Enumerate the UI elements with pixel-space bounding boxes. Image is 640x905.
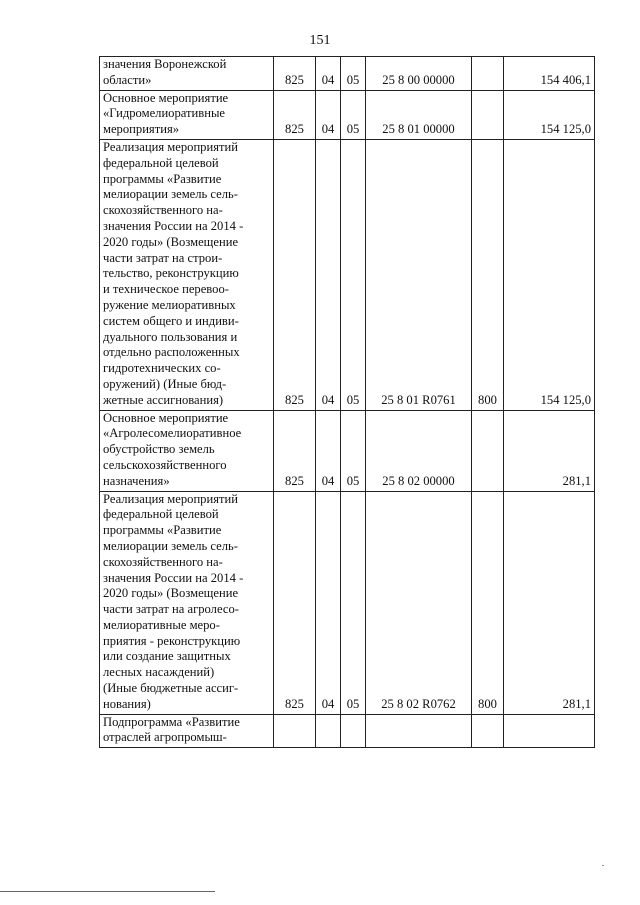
cell-subsection-code: 05 [341,57,366,91]
cell-section-code: 04 [316,491,341,714]
cell-expense-type: 800 [472,139,504,410]
cell-amount [504,714,595,748]
cell-ministry-code: 825 [274,57,316,91]
cell-amount: 281,1 [504,410,595,491]
cell-target-article: 25 8 00 00000 [366,57,472,91]
cell-amount: 281,1 [504,491,595,714]
cell-ministry-code: 825 [274,90,316,139]
cell-subsection-code: 05 [341,491,366,714]
table-row [100,90,595,139]
cell-name: значения Воронежской области» [100,57,274,91]
scan-speck [602,865,604,866]
cell-target-article: 25 8 01 R0761 [366,139,472,410]
cell-target-article [366,714,472,748]
cell-expense-type [472,57,504,91]
cell-amount: 154 125,0 [504,90,595,139]
table-row [100,410,595,491]
cell-section-code: 04 [316,57,341,91]
budget-table-body [100,57,595,748]
budget-table [99,56,595,748]
table-row [100,491,595,714]
cell-subsection-code: 05 [341,139,366,410]
cell-name: Подпрограмма «Развитие отраслей агропромыш- [100,714,274,748]
cell-amount: 154 406,1 [504,57,595,91]
cell-ministry-code [274,714,316,748]
cell-target-article: 25 8 02 R0762 [366,491,472,714]
cell-section-code: 04 [316,410,341,491]
cell-section-code: 04 [316,90,341,139]
cell-expense-type [472,410,504,491]
cell-subsection-code: 05 [341,90,366,139]
table-row [100,139,595,410]
cell-ministry-code: 825 [274,410,316,491]
cell-expense-type: 800 [472,491,504,714]
cell-expense-type [472,90,504,139]
table-row [100,714,595,748]
cell-amount: 154 125,0 [504,139,595,410]
cell-ministry-code: 825 [274,491,316,714]
cell-subsection-code [341,714,366,748]
cell-subsection-code: 05 [341,410,366,491]
cell-name: Основное мероприятие «Гидромелиоративные мероприятия» [100,90,274,139]
cell-section-code: 04 [316,139,341,410]
cell-name: Реализация мероприятий федеральной целевой программы «Развитие мелиорации земель сель- скохозяйственного на- значения России на 2014 - 2020 годы» (Возмещение части затрат на агролесо- мелиоративные меро- приятия - реконструкцию или создание защитных лесных насаждений) (Иные бюджетные ассиг- нования) [100,491,274,714]
cell-section-code [316,714,341,748]
footer-rule [0,891,215,892]
cell-ministry-code: 825 [274,139,316,410]
cell-name: Основное мероприятие «Агролесомелиоративное обустройство земель сельскохозяйственного назначения» [100,410,274,491]
cell-name: Реализация мероприятий федеральной целевой программы «Развитие мелиорации земель сель- скохозяйственного на- значения России на 2014 - 2020 годы» (Возмещение части затрат на строи- тельство, реконструкцию и техническое перевоо- ружение мелиоративных систем общего и индиви- дуального пользования и отдельно расположенных гидротехнических со- оружений) (Иные бюд- жетные ассигнования) [100,139,274,410]
table-row [100,57,595,91]
cell-expense-type [472,714,504,748]
cell-target-article: 25 8 01 00000 [366,90,472,139]
cell-target-article: 25 8 02 00000 [366,410,472,491]
page-number: 151 [309,33,331,48]
